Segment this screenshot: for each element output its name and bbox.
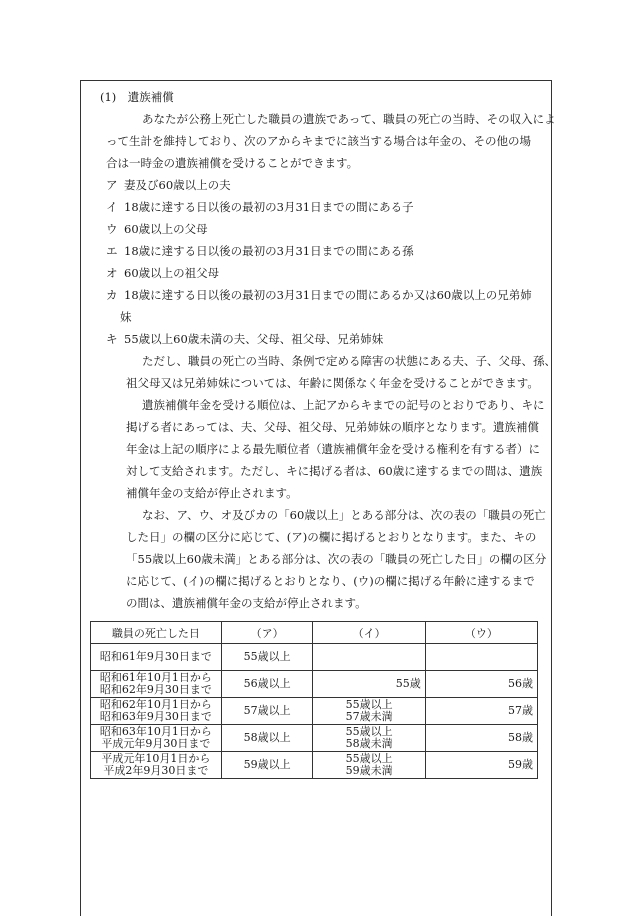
paragraph-line: 対して支給されます。ただし、キに掲げる者は、60歳に達するまでの間は、遺族 (126, 464, 543, 478)
item-mark: イ (106, 200, 118, 214)
cell-c: 59歳 (425, 752, 537, 779)
list-item (96, 218, 546, 240)
cell-date (91, 725, 222, 752)
table-row (91, 671, 538, 698)
date-line: 平成元年9月30日まで (101, 737, 211, 750)
list-item-continuation: 妹 (120, 310, 132, 324)
list-item (96, 240, 546, 262)
item-text: 妻及び60歳以上の夫 (124, 178, 231, 192)
cell-date (91, 698, 222, 725)
paragraph-line: なお、ア、ウ、オ及びカの「60歳以上」とある部分は、次の表の「職員の死亡 (142, 508, 546, 522)
list-item (96, 328, 546, 350)
list-item (96, 284, 546, 306)
header-a: （ア） (221, 622, 313, 644)
date-line: 昭和62年10月1日から (99, 698, 212, 711)
list-item (96, 262, 546, 284)
item-text: 18歳に達する日以後の最初の3月31日までの間にある孫 (124, 244, 414, 258)
date-line: 昭和63年10月1日から (99, 725, 212, 738)
paragraph-line: 補償年金の支給が停止されます。 (126, 486, 298, 500)
list-item (96, 174, 546, 196)
date-line: 昭和62年9月30日まで (99, 683, 212, 696)
intro-line: って生計を維持しており、次のアからキまでに該当する場合は年金の、その他の場 (106, 134, 532, 148)
cell-date (91, 671, 222, 698)
cell-date (91, 644, 222, 671)
document-body (96, 86, 556, 614)
paragraph-line: 遺族補償年金を受ける順位は、上記アからキまでの記号のとおりであり、キに (142, 398, 545, 412)
cell-c: 56歳 (425, 671, 537, 698)
item-mark: キ (106, 332, 118, 346)
cell-date (91, 752, 222, 779)
list-item (96, 196, 546, 218)
item-text: 60歳以上の父母 (124, 222, 208, 236)
cell-b (313, 725, 425, 752)
paragraph-line: 掲げる者にあっては、夫、父母、祖父母、兄弟姉妹の順序となります。遺族補償 (126, 420, 539, 434)
item-text: 18歳に達する日以後の最初の3月31日までの間にある子 (124, 200, 414, 214)
b-line: 55歳 (395, 677, 421, 690)
cell-b (313, 698, 425, 725)
item-text: 60歳以上の祖父母 (124, 266, 220, 280)
cell-b (313, 671, 425, 698)
cell-a: 56歳以上 (221, 671, 313, 698)
item-text: 55歳以上60歳未満の夫、父母、祖父母、兄弟姉妹 (124, 332, 384, 346)
intro-line: 合は一時金の遺族補償を受けることができます。 (106, 156, 359, 170)
cell-a: 58歳以上 (221, 725, 313, 752)
table-header-row (91, 622, 538, 644)
table-row (91, 725, 538, 752)
paragraph-line: ただし、職員の死亡の当時、条例で定める障害の状態にある夫、子、父母、孫、 (142, 354, 556, 368)
header-c: （ウ） (425, 622, 537, 644)
cell-b (313, 752, 425, 779)
table-row (91, 698, 538, 725)
b-line: 55歳以上 (345, 752, 393, 765)
paragraph-line: 年金は上記の順序による最先順位者（遺族補償年金を受ける権利を有する者）に (126, 442, 540, 456)
date-line: 昭和63年9月30日まで (99, 710, 212, 723)
b-line: 57歳未満 (345, 710, 393, 723)
cell-a: 57歳以上 (221, 698, 313, 725)
date-line: 昭和61年10月1日から (99, 671, 212, 684)
item-text: 18歳に達する日以後の最初の3月31日までの間にあるか又は60歳以上の兄弟姉 (124, 288, 532, 302)
item-mark: エ (106, 244, 118, 258)
cell-a: 59歳以上 (221, 752, 313, 779)
cell-c: 57歳 (425, 698, 537, 725)
cell-a: 55歳以上 (221, 644, 313, 671)
paragraph-line: に応じて、(イ)の欄に掲げるとおりとなり、(ウ)の欄に掲げる年齢に達するまで (126, 574, 535, 588)
header-b: （イ） (313, 622, 425, 644)
b-line: 58歳未満 (345, 737, 393, 750)
paragraph-line: 「55歳以上60歳未満」とある部分は、次の表の「職員の死亡した日」の欄の区分 (126, 552, 547, 566)
age-table (90, 621, 538, 779)
cell-c: 58歳 (425, 725, 537, 752)
item-mark: カ (106, 288, 118, 302)
item-mark: ウ (106, 222, 118, 236)
b-line: 55歳以上 (345, 698, 393, 711)
b-line: 59歳未満 (345, 764, 393, 777)
header-date: 職員の死亡した日 (91, 622, 222, 644)
b-line: 55歳以上 (345, 725, 393, 738)
date-line: 平成元年10月1日から (101, 752, 211, 765)
cell-c (425, 644, 537, 671)
table-row (91, 644, 538, 671)
paragraph-line: した日」の欄の区分に応じて、(ア)の欄に掲げるとおりとなります。また、キの (126, 530, 537, 544)
paragraph-line: の間は、遺族補償年金の支給が停止されます。 (126, 596, 367, 610)
item-mark: ア (106, 178, 118, 192)
section-heading: (1) 遺族補償 (100, 90, 174, 104)
cell-b (313, 644, 425, 671)
date-line: 平成2年9月30日まで (103, 764, 209, 777)
item-mark: オ (106, 266, 118, 280)
table-row (91, 752, 538, 779)
date-line: 昭和61年9月30日まで (99, 650, 212, 663)
intro-line: あなたが公務上死亡した職員の遺族であって、職員の死亡の当時、その収入によ (142, 112, 556, 126)
paragraph-line: 祖父母又は兄弟姉妹については、年齢に関係なく年金を受けることができます。 (126, 376, 539, 390)
